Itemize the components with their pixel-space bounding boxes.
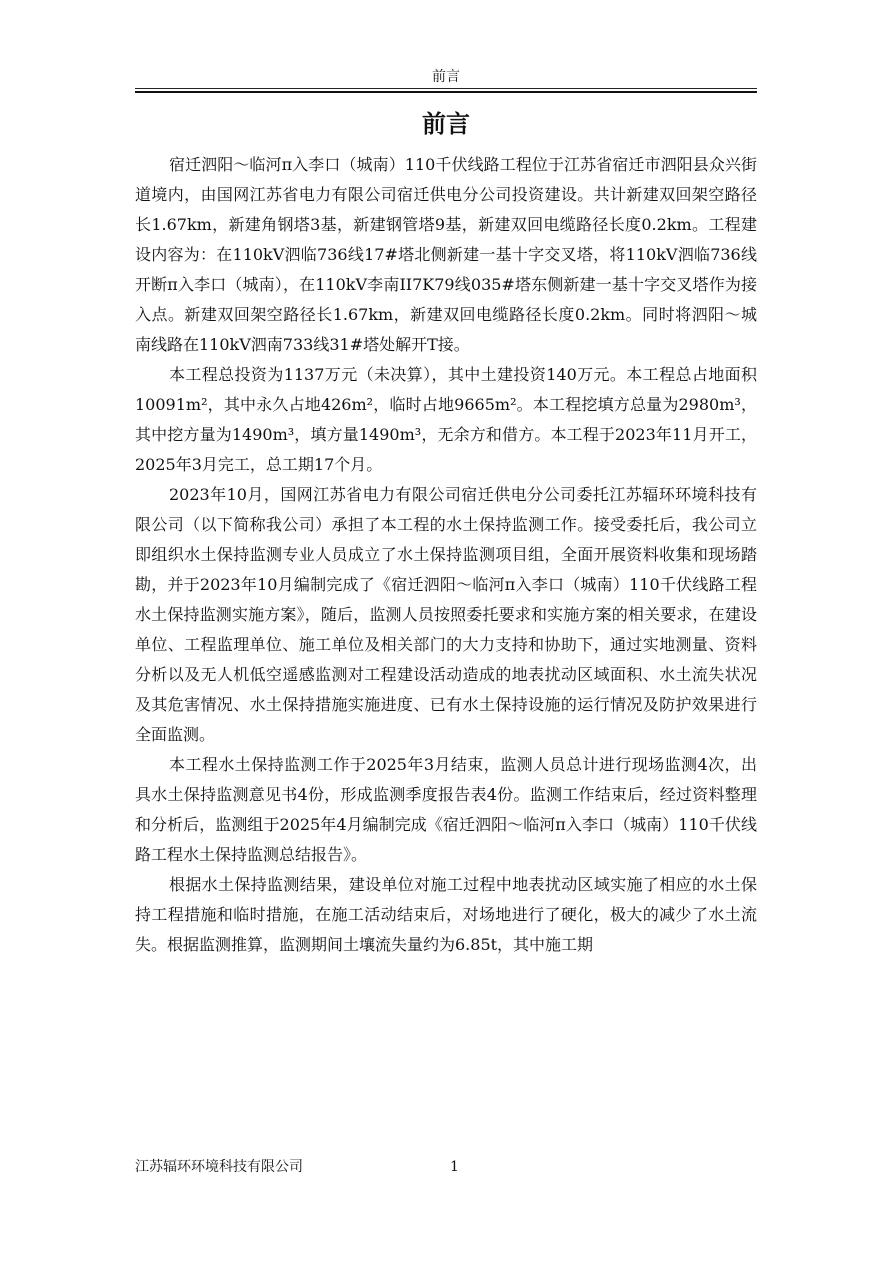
paragraph-investment: 本工程总投资为1137万元（未决算），其中土建投资140万元。本工程总占地面积10091m²，其中永久占地426m²，临时占地9665m²。本工程挖填方总量为2980m³，其中挖方量为1490m³，填方量1490m³，无余方和借方。本工程于2023年11月开工，2025年3月完工，总工期17个月。 xyxy=(135,365,757,474)
footer-company: 江苏辐环环境科技有限公司 xyxy=(135,1159,303,1175)
running-header: 前言 xyxy=(432,69,460,85)
paragraph-monitoring-results: 根据水土保持监测结果，建设单位对施工过程中地表扰动区域实施了相应的水土保持工程措施和临时措施，在施工活动结束后，对场地进行了硬化，极大的减少了水土流失。根据监测推算，监测期间土壤流失量约为6.85t，其中施工期 xyxy=(135,875,757,954)
page-number: 1 xyxy=(450,1159,459,1175)
page-title: 前言 xyxy=(422,109,470,138)
paragraph-monitoring-commission: 2023年10月，国网江苏省电力有限公司宿迁供电分公司委托江苏辐环环境科技有限公司（以下简称我公司）承担了本工程的水土保持监测工作。接受委托后，我公司立即组织水土保持监测专业人员成立了水土保持监测项目组，全面开展资料收集和现场踏勘，并于2023年10月编制完成了《宿迁泗阳～临河π入李口（城南）110千伏线路工程水土保持监测实施方案》，随后，监测人员按照委托要求和实施方案的相关要求，在建设单位、工程监理单位、施工单位及相关部门的大力支持和协助下，通过实地测量、资料分析以及无人机低空遥感监测对工程建设活动造成的地表扰动区域面积、水土流失状况及其危害情况、水土保持措施实施进度、已有水土保持设施的运行情况及防护效果进行全面监测。 xyxy=(135,485,757,744)
header-divider-thin xyxy=(135,88,757,89)
paragraph-project-overview: 宿迁泗阳～临河π入李口（城南）110千伏线路工程位于江苏省宿迁市泗阳县众兴街道境内，由国网江苏省电力有限公司宿迁供电分公司投资建设。共计新建双回架空路径长1.67km，新建角钢塔3基，新建钢管塔9基，新建双回电缆路径长度0.2km。工程建设内容为：在110kV泗临736线17#塔北侧新建一基十字交叉塔，将110kV泗临736线开断π入李口（城南），在110kV李南II7K79线035#塔东侧新建一基十字交叉塔作为接入点。新建双回架空路径长1.67km，新建双回电缆路径长度0.2km。同时将泗阳～城南线路在110kV泗南733线31#塔处解开T接。 xyxy=(135,155,757,354)
body-text xyxy=(135,150,757,960)
header-divider-thick xyxy=(135,91,757,93)
paragraph-monitoring-work: 本工程水土保持监测工作于2025年3月结束，监测人员总计进行现场监测4次，出具水土保持监测意见书4份，形成监测季度报告表4份。监测工作结束后，经过资料整理和分析后，监测组于2025年4月编制完成《宿迁泗阳～临河π入李口（城南）110千伏线路工程水土保持监测总结报告》。 xyxy=(135,755,757,864)
